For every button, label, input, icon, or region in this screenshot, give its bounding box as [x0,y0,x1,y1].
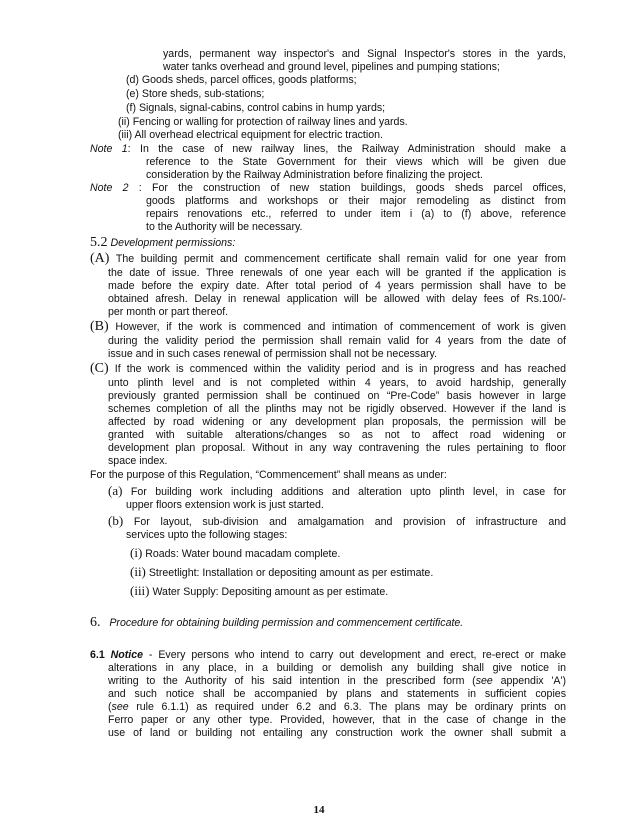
sub-b-line: services upto the following stages: [126,529,288,541]
para-c-line: affected by road widening or any development plan proposals, the permission will be [108,416,566,428]
note-1-line: reference to the State Government for their views which will be given due [146,156,566,168]
para-c-line: schemes completion of all the plinths may not be rigidly observed. However if the land is [108,403,566,415]
sec-6-1-line: alterations in any place, in a building or demolish any building shall give notice in [108,662,566,674]
para-a-line: (A) The building permit and commencement certificate shall remain valid for one year from [90,251,566,266]
para-b-line: (B) However, if the work is commenced and intimation of commencement of work is given [90,319,566,334]
list-item-iii: (iii) All overhead electrical equipment for electric traction. [118,129,383,141]
note-2-label: Note 2 [90,182,129,194]
para-a-line: the date of issue. Three renewals of one year each will be granted if the application is [108,267,566,279]
note-1-line: consideration by the Railway Administration before finalizing the project. [146,169,483,181]
para-b-line: issue and in such cases renewal of permission shall not be necessary. [108,348,437,360]
stage-item: (i) Roads: Water bound macadam complete. [130,545,341,560]
stage-item: (ii) Streetlight: Installation or depositing amount as per estimate. [130,564,434,579]
para-c-line: (C) If the work is commenced within the validity period and is in progress and has reached [90,361,566,376]
stage-item: (iii) Water Supply: Depositing amount as per estimate. [130,583,389,598]
note-2-line: Note 2 : For the construction of new station buildings, goods sheds parcel offices, [90,182,567,194]
section-5-2-heading [90,236,235,250]
section-number: 6. [90,615,101,630]
section-title: Procedure for obtaining building permission and commencement certificate. [109,617,464,629]
note-1-line: Note 1: In the case of new railway lines, the Railway Administration should make a [90,143,566,155]
list-item-ii: (ii) Fencing or walling for protection of railway lines and yards. [118,116,408,128]
section-number: 6.1 [90,649,105,661]
sec-6-1-line: 6.1 Notice - Every persons who intend to carry out development and erect, re-erect or make [90,649,566,661]
list-item-f: (f) Signals, signal-cabins, control cabins in hump yards; [126,102,386,114]
list-item-e: (e) Store sheds, sub-stations; [126,88,265,100]
note-2-line: to the Authority will be necessary. [146,221,303,233]
list-line: water tanks overhead and ground level, pipelines and pumping stations; [163,61,500,73]
sub-letter: (b) [108,513,124,528]
note-2-line: repairs renovations etc., referred to under item i (a) to (f) above, reference [146,208,566,220]
sub-a-line: (a) For building work including additions and alteration upto plinth level, in case for [108,483,566,498]
para-c-line: space index. [108,455,168,467]
para-letter: (B) [90,319,109,334]
sub-b-line: (b) For layout, sub-division and amalgamation and provision of infrastructure and [108,513,566,528]
sub-a-line: upper floors extension work is just started. [126,499,324,511]
sec-6-1-line: Ferro paper or any other type. Provided, however, that in the case of change in the [108,714,566,726]
para-c-line: previously granted permission shall be continued on “Pre-Code” basis however in large [108,390,566,402]
para-letter: (A) [90,251,110,266]
sub-letter: (a) [108,483,123,498]
note-2-line: goods platforms and workshops or their major remodeling as distinct from [146,195,566,207]
note-1-label: Note 1 [90,143,128,155]
page-number: 14 [313,804,325,816]
purpose-line: For the purpose of this Regulation, “Commencement” shall means as under: [90,469,447,481]
sec-6-1-line: writing to the Authority of his said intention in the prescribed form (see appendix 'A') [108,675,567,687]
para-a-line: per month or part thereof. [108,306,229,318]
section-number: 5.2 [90,235,108,250]
sec-6-1-line: use of land or building not entailing any construction work the owner shall submit a [108,727,566,739]
list-item-d: (d) Goods sheds, parcel offices, goods platforms; [126,74,357,86]
para-a-line: made before the expiry date. After total period of 4 years permission shall have to be [108,280,566,292]
section-title: Notice [110,649,144,661]
para-c-line: unto plinth level and is not completed within 4 years, to avoid hardship, generally [108,377,566,389]
para-b-line: during the validity period the permission shall remain valid for 4 years from the date of [108,335,566,347]
para-c-line: granted with suitable alterations/changes so as not to affect road widening or [108,429,566,441]
para-a-line: obtained afresh. Delay in renewal application will be allowed with delay fees of Rs.100/- [108,293,566,305]
para-letter: (C) [90,361,109,376]
section-6-heading [90,616,463,630]
list-line: yards, permanent way inspector's and Signal Inspector's stores in the yards, [163,48,566,60]
para-c-line: development plan proposal. Without in any way contravening the rules pertaining to floor [108,442,566,454]
section-title: Development permissions: [110,237,236,249]
sec-6-1-line: (see rule 6.1.1) as required under 6.2 and 6.3. The plans may be ordinary prints on [108,701,566,713]
sec-6-1-line: and such notice shall be accompanied by plans and statements in sufficient copies [108,688,566,700]
